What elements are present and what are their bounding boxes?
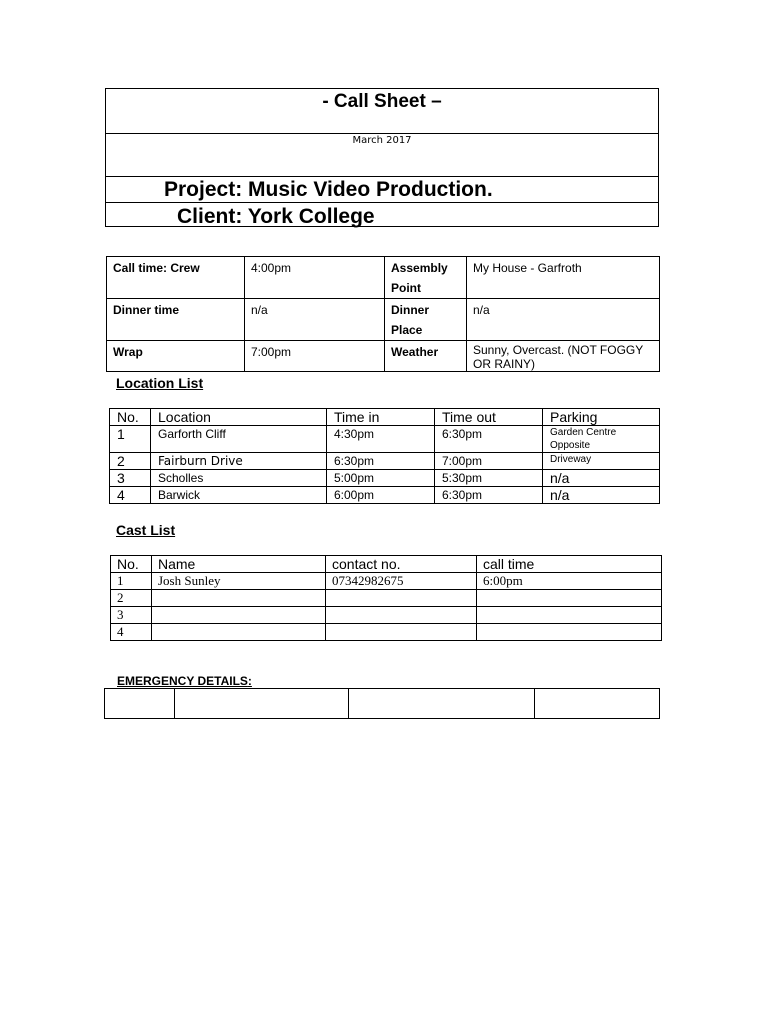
table-row: [110, 426, 660, 453]
table-cell: 2: [111, 590, 152, 607]
table-cell: 1: [111, 573, 152, 590]
table-cell: Barwick: [151, 487, 327, 504]
table-row: [110, 470, 660, 487]
column-header: call time: [477, 556, 662, 573]
table-cell: 3: [110, 470, 151, 487]
column-header: No.: [111, 556, 152, 573]
table-cell: [477, 624, 662, 641]
call-time-value: 4:00pm: [245, 257, 385, 299]
column-header: Name: [152, 556, 326, 573]
table-cell: 6:30pm: [327, 453, 435, 470]
table-cell: 4: [111, 624, 152, 641]
dinner-place-value: n/a: [467, 299, 660, 341]
table-cell: [535, 689, 660, 719]
table-row: [111, 590, 662, 607]
table-cell: 2: [110, 453, 151, 470]
table-cell: 5:00pm: [327, 470, 435, 487]
table-cell: [152, 624, 326, 641]
call-info-table: [106, 256, 660, 372]
weather-label: Weather: [385, 341, 467, 372]
table-cell: 7:00pm: [435, 453, 543, 470]
table-cell: 4: [110, 487, 151, 504]
divider: [106, 133, 658, 134]
location-table: [109, 408, 660, 504]
emergency-table: [104, 688, 660, 719]
table-row: [105, 689, 660, 719]
table-cell: Scholles: [151, 470, 327, 487]
table-cell: Josh Sunley: [152, 573, 326, 590]
table-row: [111, 573, 662, 590]
table-cell: [477, 607, 662, 624]
column-header: No.: [110, 409, 151, 426]
wrap-value: 7:00pm: [245, 341, 385, 372]
table-cell: Fairburn Drive: [151, 453, 327, 470]
table-cell: [105, 689, 175, 719]
table-cell: 5:30pm: [435, 470, 543, 487]
table-cell: 6:30pm: [435, 426, 543, 453]
table-cell: [326, 607, 477, 624]
divider: [106, 202, 658, 203]
dinner-time-value: n/a: [245, 299, 385, 341]
table-cell: 4:30pm: [327, 426, 435, 453]
weather-value: Sunny, Overcast. (NOT FOGGY OR RAINY): [467, 341, 660, 372]
table-row: [107, 257, 660, 299]
table-cell: Driveway: [543, 453, 660, 470]
column-header: contact no.: [326, 556, 477, 573]
table-cell: [349, 689, 535, 719]
table-cell: [152, 607, 326, 624]
table-row: [107, 299, 660, 341]
table-cell: [477, 590, 662, 607]
table-cell: [326, 590, 477, 607]
table-row: [107, 341, 660, 372]
table-row: [110, 487, 660, 504]
dinner-time-label: Dinner time: [107, 299, 245, 341]
table-cell: n/a: [543, 487, 660, 504]
emergency-title-colon: :: [247, 674, 252, 688]
call-sheet-header: [105, 88, 659, 227]
assembly-point-value: My House - Garfroth: [467, 257, 660, 299]
column-header: Location: [151, 409, 327, 426]
table-cell: 6:00pm: [477, 573, 662, 590]
table-row: [111, 624, 662, 641]
table-cell: 6:00pm: [327, 487, 435, 504]
table-cell: 3: [111, 607, 152, 624]
wrap-label: Wrap: [107, 341, 245, 372]
client-name: Client: York College: [177, 205, 375, 228]
call-time-label: Call time: Crew: [107, 257, 245, 299]
table-cell: 07342982675: [326, 573, 477, 590]
date-label: March 2017: [352, 135, 412, 146]
table-row: [111, 607, 662, 624]
project-name: Project: Music Video Production.: [164, 178, 493, 201]
table-cell: 1: [110, 426, 151, 453]
table-header-row: [111, 556, 662, 573]
table-cell: [152, 590, 326, 607]
cast-list-title: Cast List: [116, 522, 176, 538]
emergency-title-text: EMERGENCY DETAILS: [117, 674, 248, 688]
table-cell: [326, 624, 477, 641]
cast-table: [110, 555, 662, 641]
page-title: - Call Sheet –: [322, 91, 442, 112]
table-cell: Garden Centre Opposite: [543, 426, 660, 453]
column-header: Parking: [543, 409, 660, 426]
column-header: Time out: [435, 409, 543, 426]
table-cell: Garforth Cliff: [151, 426, 327, 453]
location-list-title: Location List: [116, 375, 204, 391]
table-cell: 6:30pm: [435, 487, 543, 504]
table-cell: [175, 689, 349, 719]
emergency-details-title: [117, 674, 252, 688]
column-header: Time in: [327, 409, 435, 426]
divider: [106, 176, 658, 177]
table-header-row: [110, 409, 660, 426]
dinner-place-label: Dinner Place: [385, 299, 467, 341]
assembly-point-label: Assembly Point: [385, 257, 467, 299]
table-row: [110, 453, 660, 470]
table-cell: n/a: [543, 470, 660, 487]
